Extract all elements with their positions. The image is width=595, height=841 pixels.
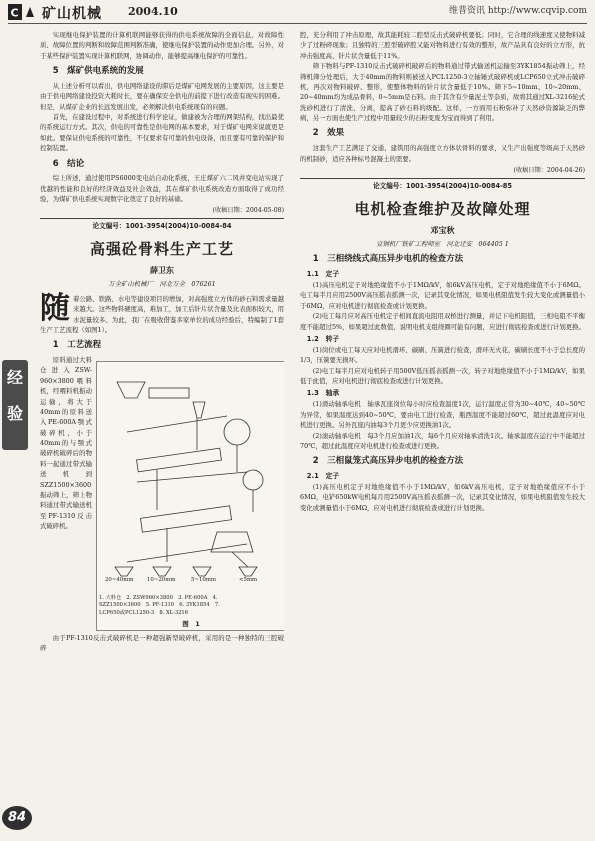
figure-caption: 图 1 <box>182 619 200 628</box>
paragraph: 这套生产工艺满足了交通、建筑用的高强度立方体状骨料的要求，又生产出强度等级高于天然砂的机制砂，适应各种标号混凝土的需要。 <box>300 144 585 163</box>
figure-legend <box>99 595 220 618</box>
page-number: 84 <box>2 806 32 830</box>
stockpile-1-shape <box>115 567 133 576</box>
legend-line: 1. 大料仓 2. ZSW960×3800 3. PE-600A 4. <box>99 594 218 601</box>
article-affiliation: 宣钢机厂铁矿工程师室 河北迁安 064405 1 <box>376 239 509 248</box>
section-heading: 2 三相鼠笼式高压异步电机的检查方法 <box>312 456 464 467</box>
impact-crusher-5-shape <box>224 419 250 445</box>
received-date: (收稿日期：2004-05-08) <box>212 207 284 215</box>
header-rule <box>8 23 587 24</box>
section-heading: 5 煤矿供电系统的发展 <box>52 66 144 77</box>
stockpile-3-shape <box>193 567 211 576</box>
article-number: 论文编号：1001-3954(2004)10-0084-85 <box>373 181 512 190</box>
intro-paragraph <box>40 290 284 336</box>
article-number: 论文编号：1001-3954(2004)10-0084-84 <box>92 222 232 231</box>
paragraph: (1)高压电机定子对地绝缘值不小于1MΩ/kV，如6kV高压电机，定子对地绝缘值不小于6MΩ。电工每半月应用2500V高压摇表摇测一次，记录其变化情况，如果电机阻值发生较大变化或测量值小于6MΩ，应对电机进行彻底检查或计划更换。 <box>300 281 585 310</box>
size-label: 20~40mm <box>105 577 134 584</box>
process-flow-diagram <box>97 362 284 630</box>
article-affiliation: 万全矿山机械厂 河北万全 076261 <box>108 280 216 289</box>
process-flow-figure <box>96 361 284 631</box>
section-side-tab <box>2 360 28 450</box>
size-label: <5mm <box>239 577 258 584</box>
article-divider <box>40 218 284 219</box>
drop-cap: 随 <box>40 290 70 326</box>
legend-line: LCP650或PCL1250-3 8. XL-3216 <box>99 610 189 617</box>
flow-text <box>40 355 92 531</box>
intro-text: 着公路、铁路、水电等建设项目的增加，对高强度立方体的砂石料需求量越来越大。这些物料硬度高，难加工，加工后针片状含量及比表面积较大，用水泥量较多。为此，我厂在吸收借鉴多家单位的成功经验后，特编制了1套生产工艺流程（如图1）。 <box>40 294 284 334</box>
paragraph: 首先，在建设过程中，对系统进行科学论证，做建被为合理的网架结构，找出最优的系统运行方式。其次，供电的可靠性是供电网的基本要求，对于煤矿电网来说就更是如此。要保证供电系统的可靠性，不仅要求有可靠的供电设备，而且要有可靠的保护和控制装置。 <box>40 113 284 153</box>
paragraph: 由于PF-1310反击式破碎机是一种超强新型破碎机，采用的是一种独特的三腔破碎 <box>40 634 284 653</box>
section-heading: 1 工艺流程 <box>52 340 102 351</box>
hopper-1-shape <box>117 382 145 398</box>
vsi-crusher-7-shape <box>243 470 263 490</box>
article-author: 薛卫东 <box>150 265 174 276</box>
article-author: 邓宝秋 <box>430 224 455 235</box>
stockpile-4-shape <box>239 567 257 576</box>
subsection-heading: 1.2 转子 <box>306 334 340 343</box>
paragraph: (2)电工每月应对高压电机定子相间直流电阻用双桥进行测量，并记下电机阻值，三相电阻不平衡度不能超过5%，如果超过此数值，说明电机支组绕圈可能有问题，应进行彻底检查或进行计划更换。 <box>300 312 585 331</box>
magazine-issue: 2004.10 <box>128 5 178 18</box>
stockpile-2-shape <box>153 567 171 576</box>
source-site-label: 维普资讯 http://www.cqvip.com <box>448 6 587 16</box>
left-column <box>40 30 284 823</box>
paragraph: (1)滑动轴承电机 轴承瓦座岗位每小时应检查温度1次，运行温度正常为30~40℃，40~50℃为异常，如果温度达到40~50℃，要由电工进行检查，瓶西温度不能超过60℃，超过此温度应对电机进行更换。另外瓦座内油每3个月更少应更换油1次。 <box>300 400 585 430</box>
paragraph: (1)高压电机定子对地绝缘值不小于1MΩ/kV，如6kV高压电机，定子对地绝缘值应不小于6MΩ，电铲650kW电机每月用2500V高压摇表摇测一次，记录其变化情况，如果电机阻值发生较大变化或测量值小于6MΩ，应对电机进行彻底检查或进行计划更换。 <box>300 483 585 512</box>
right-column <box>300 30 585 823</box>
received-date: (收稿日期：2004-04-26) <box>513 166 585 174</box>
magazine-title: 矿山机械 <box>42 6 102 22</box>
jaw-crusher-3-shape <box>193 402 205 418</box>
paragraph: (1)岗位或电工每天应对电机滑环、碳刷、压簧进行检查，滑环无火花，碳刷长度不小于总长度的1/3，压簧要无损坏。 <box>300 345 585 365</box>
paragraph: 综上所述，通过使用PS6000变电站自动化系统，王庄煤矿六二风井变电站实现了优越的性能和良好的经济效益及社会效益，其在煤矿供电系统改造方面取得了成功经验，为煤矿供电系统实现数字化奠定了良好的基础。 <box>40 174 284 204</box>
magazine-logo-icon <box>8 4 38 20</box>
paragraph: 原料通过大料仓进入ZSW-960×3800喂料机，经喂料机振动运输，将大于40mm的原料送入PE-600A颚式破碎机，小于40mm的与颚式破碎机破碎后的物料一起通过带式输送机到SZZ1500×3600振动筛上，筛上物料通过带式输送机至PF-1310反击式破碎机。 <box>40 356 92 531</box>
side-tab-char-1: 经 <box>6 368 23 387</box>
figure-block <box>40 355 284 633</box>
paragraph: 筛下物料与PF-1310反击式破碎机破碎后的物料通过带式输送机运输至3YK1854振动筛上，经筛机筛分处理后，大于40mm的物料则被送入PCL1250-3立轴锤式破碎机或LCP650立式冲击破碎机，再次对物料破碎、整形，使整体物料的针片状含量低于10%。筛下5~10mm、10~20mm、20~40mm均为成品骨料，0~5mm是石料。由于其含有少量泥土等杂质，故将其通过XL-3216轮式洗砂机进行了清洗、分离，提高了砂石料的级配。这样，一方面用石粉弥补了天然砂资源缺乏的弊病，另一方面也使生产过程中用量较少的石粉变废为宝而得到了利用。 <box>300 62 585 122</box>
screen-4-shape <box>137 448 222 472</box>
conveyor-3-shape <box>127 544 247 562</box>
conveyor-2-shape <box>137 472 247 482</box>
article-divider <box>300 178 585 179</box>
svg-text:C: C <box>10 6 19 20</box>
article-title: 高强砼骨料生产工艺 <box>89 240 234 259</box>
section-heading: 1 三相绕线式高压异步电机的检查方法 <box>312 254 464 265</box>
section-heading: 6 结论 <box>52 158 85 169</box>
side-tab-char-2: 验 <box>6 404 23 423</box>
paragraph: 从上述分析可以看出，供电网络建设的滞后是煤矿电网发展的主要原因，这主要是由于供电网络建设投资大耗时长，要在确保安全供电的前提下进行改造有现实的困难。但是，从煤矿企业的长远发展出发，必须解决供电系统现有的问题。 <box>40 81 284 111</box>
feeder-2-shape <box>149 388 189 398</box>
subsection-heading: 2.1 定子 <box>306 472 340 481</box>
size-label: 10~20mm <box>147 577 176 584</box>
paragraph: 腔，充分利用了冲击原理，故其能耗较二腔型反击式破碎机要低；同时，它合理的线速度又使物料减少了过粉碎现象；且独特的三腔型破碎腔又能对物料进行有效的整形，故产品具有良好的立方形，抗冲击强度高、针片状含量低于11%。 <box>300 31 585 60</box>
belt-conveyor-shape <box>127 416 227 432</box>
section-heading: 2 效果 <box>312 128 345 139</box>
article-title: 电机检查维护及故障处理 <box>354 199 531 218</box>
size-label: 5~10mm <box>191 577 217 584</box>
legend-line: SZZ1500×3600 5. PF-1310 6. 3YK1854 7. <box>99 602 220 609</box>
paragraph: 实现继电保护装置的计算机联网能够获得的供电系统故障的全面信息，对故障性质、故障位置的判断和故障范围判断准确，使继电保护装置的动作更加合理。另外，对于某些保护装置实现计算机联网，协调动作，能够提高继电保护的可靠性。 <box>40 31 284 60</box>
subsection-heading: 1.1 定子 <box>306 270 340 278</box>
paragraph: (2)电工每半月应对电机转子用500V低压摇表摇测一次，转子对地绝缘值不小于1MΩ/kV，如果低于此值，应对电机进行彻底检查或进行计划更换。 <box>300 366 585 385</box>
subsection-heading: 1.3 轴承 <box>306 389 340 398</box>
sand-washer-8-shape <box>211 532 253 552</box>
screen-6-shape <box>140 506 231 532</box>
paragraph: (2)滚动轴承电机 每3个月应加油1次，每6个月应对轴承清洗1次。轴承温度在运行中不能超过70℃，超过此温度应对电机进行检查或进行更换。 <box>300 431 585 450</box>
